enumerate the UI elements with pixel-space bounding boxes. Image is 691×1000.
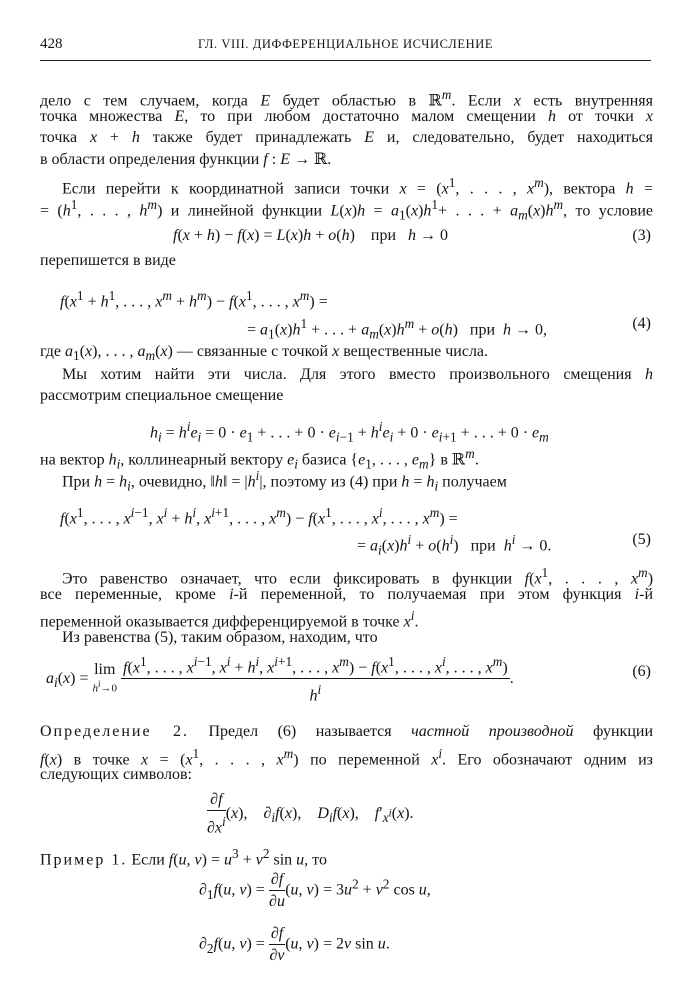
text-line: дело с тем случаем, когда E будет областью в ℝ$^m$. Если x есть внутренняя (40, 87, 654, 110)
equation-3: f(x + h) − f(x) = L(x)h + o(h) при h → 0 (173, 227, 449, 244)
equation-example-d2: $\partial_2f(u$, v) = $\frac{\partial f}{\partial v}$ (u, v) = 2v sin u. (199, 925, 390, 964)
equation-number: (3) (632, 227, 651, 244)
equation-number: (5) (632, 531, 651, 548)
running-title: ГЛ. VIII. ДИФФЕРЕНЦИАЛЬНОЕ ИСЧИСЛЕНИЕ (197, 37, 494, 51)
equation-partial-notations: $\frac{\partial f}{\partial x^i}$ (x), $\partial_if(x)$, $D_if(x)$, $f'_{x^i}(x)$. (207, 791, 414, 837)
text-line: точка множества E, то при любом достаточно малом смещении h от точки x (40, 108, 654, 125)
text-line: все переменные, кроме i-й переменной, то получаемая при этом функция i-й (40, 586, 653, 603)
text-line: Определение 2. Предел (6) называется частной производной функции (40, 723, 654, 740)
page-number: 428 (40, 36, 63, 52)
text-line: точка x + h также будет принадлежать E и, следовательно, будет находиться (40, 129, 654, 146)
text-line: Из равенства (5), таким образом, находим, что (62, 629, 378, 646)
text-line: Мы хотим найти эти числа. Для этого вместо произвольного смещения h (62, 366, 653, 383)
text-line: перепишется в виде (40, 252, 176, 269)
text-line: рассмотрим специальное смещение (40, 387, 284, 404)
text-line: где $a_1(x)$, . . . , $a_m(x)$ — связанные с точкой x вещественные числа. (40, 343, 489, 364)
equation-5-line-2: = $a_i(x)h^i + o(h^i)$ при $h^i \to 0$. (357, 532, 552, 558)
equation-6: $a_i(x) = \lim$ $h^i\to 0$ $f(x^1$, . . . , $x^{i-1}$, $x^i + h^i$, $x^{i+1}$, . . . , $x^m) - f(x^1$, . . . , $x^i$, . . . , $x^m$) $h^i$ . (46, 654, 514, 705)
equation-h-i: $h_i = h^ie_i = 0 \cdot e_1$ + . . . + $0 \cdot e_{i-1} + h^ie_i + 0 \cdot e_{i+1}$ + . . . + $0 \cdot e_m$ (150, 419, 549, 445)
running-header (40, 36, 651, 54)
text-line: на вектор $h_i$, коллинеарный вектору $e_i$ базиса {$e_1$, . . . , $e_m$} в ℝ$^m$. (40, 446, 479, 472)
equation-4-line-2: = $a_1(x)h^1$ + . . . + $a_m(x)h^m + o(h)$ при h → 0, (247, 316, 548, 342)
text-line: Это равенство означает, что если фиксировать в функции $f(x^1$, . . . , $x^m$) (62, 565, 654, 588)
equation-example-d1: $\partial_1f(u$, v) = $\frac{\partial f}{\partial u}$ (u, $v) = 3u^2 + v^2$ cos u, (199, 871, 431, 910)
example-label: Пример 1. (40, 851, 128, 869)
text-line: в области определения функции f : E → ℝ. (40, 151, 332, 168)
text-line: Пример 1. Если f(u, $v) = u^3 + v^2$ sin u, то (40, 846, 327, 869)
definition-label: Определение 2. (40, 723, 190, 740)
text-line: следующих символов: (40, 766, 192, 783)
text-line: переменной оказывается дифференцируемой в точке $x^i$. (40, 608, 419, 631)
equation-4-line-1: $f(x^1 + h^1$, . . . , $x^m + h^m) - f(x^1$, . . . , $x^m$) = (60, 288, 328, 311)
equation-5-line-1: $f(x^1$, . . . , $x^{i-1}$, $x^i + h^i$, $x^{i+1}$, . . . , $x^m) - f(x^1$, . . . , $x^i$, . . . , $x^m$) = (60, 505, 458, 528)
text-line: f(x) в точке $x = (x^1$, . . . , $x^m$) по переменной $x^i$. Его обозначают одним из (40, 746, 654, 769)
text-line: Если перейти к координатной записи точки $x = (x^1$, . . . , $x^m$), вектора h = (62, 175, 654, 198)
equation-number: (4) (632, 315, 651, 332)
equation-number: (6) (632, 663, 651, 680)
text-line: При $h = h_i$, очевидно, ‖h‖ = $|h^i|$, поэтому из (4) при $h = h_i$ получаем (62, 468, 507, 494)
text-line: = ($h^1$, . . . , $h^m$) и линейной функции $L(x)h = a_1(x)h^1+$ . . . + $a_m(x)h^m$, то условие (40, 197, 654, 223)
definition-term: частной производной (411, 723, 574, 740)
header-rule (40, 60, 651, 61)
